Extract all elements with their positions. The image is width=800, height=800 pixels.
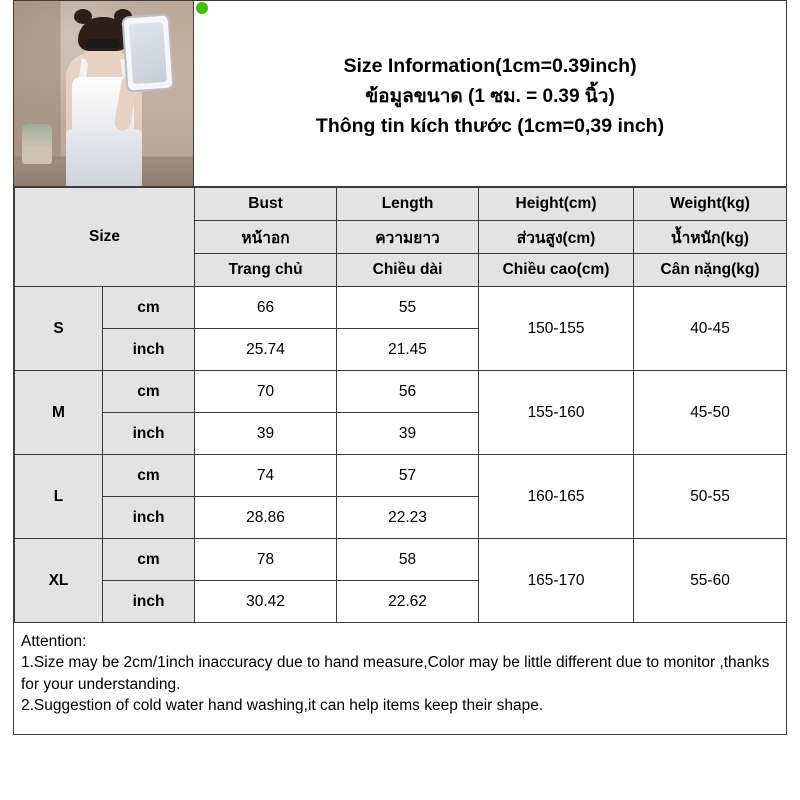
cell-length-inch-m: 39 xyxy=(337,413,479,455)
photo-image xyxy=(14,1,193,186)
cell-bust-cm-s: 66 xyxy=(195,287,337,329)
attention-heading: Attention: xyxy=(21,633,87,650)
cell-length-cm-s: 55 xyxy=(337,287,479,329)
row-size-s: S xyxy=(15,287,103,371)
cell-bust-inch-xl: 30.42 xyxy=(195,581,337,623)
col-header-length-vi: Chiều dài xyxy=(337,254,479,287)
header-row-en xyxy=(15,188,787,221)
cell-bust-inch-m: 39 xyxy=(195,413,337,455)
cell-length-inch-xl: 22.62 xyxy=(337,581,479,623)
table-row xyxy=(15,371,787,413)
row-size-m: M xyxy=(15,371,103,455)
unit-cm: cm xyxy=(103,539,195,581)
attention-line-2: 2.Suggestion of cold water hand washing,it can help items keep their shape. xyxy=(21,697,544,715)
col-header-weight-th: น้ำหนัก(kg) xyxy=(634,221,787,254)
cell-weight-xl: 55-60 xyxy=(634,539,787,623)
cell-length-inch-l: 22.23 xyxy=(337,497,479,539)
unit-inch: inch xyxy=(103,581,195,623)
table-body xyxy=(15,287,787,623)
cell-bust-cm-xl: 78 xyxy=(195,539,337,581)
cell-weight-l: 50-55 xyxy=(634,455,787,539)
cell-length-cm-xl: 58 xyxy=(337,539,479,581)
cell-bust-cm-l: 74 xyxy=(195,455,337,497)
title-block xyxy=(194,1,786,186)
product-photo xyxy=(14,1,194,186)
cell-weight-m: 45-50 xyxy=(634,371,787,455)
unit-cm: cm xyxy=(103,371,195,413)
cell-bust-cm-m: 70 xyxy=(195,371,337,413)
col-header-bust-en: Bust xyxy=(195,188,337,221)
row-size-xl: XL xyxy=(15,539,103,623)
attention-block xyxy=(13,625,787,717)
title-thai: ข้อมูลขนาด (1 ซม. = 0.39 นิ้ว) xyxy=(365,85,615,107)
col-header-weight-en: Weight(kg) xyxy=(634,188,787,221)
chart-header xyxy=(14,1,786,187)
size-header-cell: Size xyxy=(15,188,195,287)
cell-length-cm-m: 56 xyxy=(337,371,479,413)
cell-height-l: 160-165 xyxy=(479,455,634,539)
unit-cm: cm xyxy=(103,455,195,497)
col-header-length-th: ความยาว xyxy=(337,221,479,254)
cell-weight-s: 40-45 xyxy=(634,287,787,371)
table-row xyxy=(15,455,787,497)
cell-height-s: 150-155 xyxy=(479,287,634,371)
unit-inch: inch xyxy=(103,329,195,371)
unit-cm: cm xyxy=(103,287,195,329)
col-header-height-vi: Chiều cao(cm) xyxy=(479,254,634,287)
table-head xyxy=(15,188,787,287)
col-header-bust-th: หน้าอก xyxy=(195,221,337,254)
title-english: Size Information(1cm=0.39inch) xyxy=(343,55,637,78)
col-header-weight-vi: Cân nặng(kg) xyxy=(634,254,787,287)
table-row xyxy=(15,287,787,329)
unit-inch: inch xyxy=(103,497,195,539)
title-vietnamese: Thông tin kích thước (1cm=0,39 inch) xyxy=(315,115,665,138)
attention-line-1: 1.Size may be 2cm/1inch inaccuracy due to hand measure,Color may be little different due to monitor ,thanks for your understanding. xyxy=(21,654,770,693)
col-header-height-th: ส่วนสูง(cm) xyxy=(479,221,634,254)
row-size-l: L xyxy=(15,455,103,539)
cell-length-cm-l: 57 xyxy=(337,455,479,497)
cell-height-xl: 165-170 xyxy=(479,539,634,623)
unit-inch: inch xyxy=(103,413,195,455)
cell-length-inch-s: 21.45 xyxy=(337,329,479,371)
size-table xyxy=(14,187,787,623)
col-header-bust-vi: Trang chủ xyxy=(195,254,337,287)
cell-bust-inch-l: 28.86 xyxy=(195,497,337,539)
col-header-length-en: Length xyxy=(337,188,479,221)
cell-bust-inch-s: 25.74 xyxy=(195,329,337,371)
table-row xyxy=(15,539,787,581)
col-header-height-en: Height(cm) xyxy=(479,188,634,221)
cell-height-m: 155-160 xyxy=(479,371,634,455)
status-dot xyxy=(196,2,208,14)
